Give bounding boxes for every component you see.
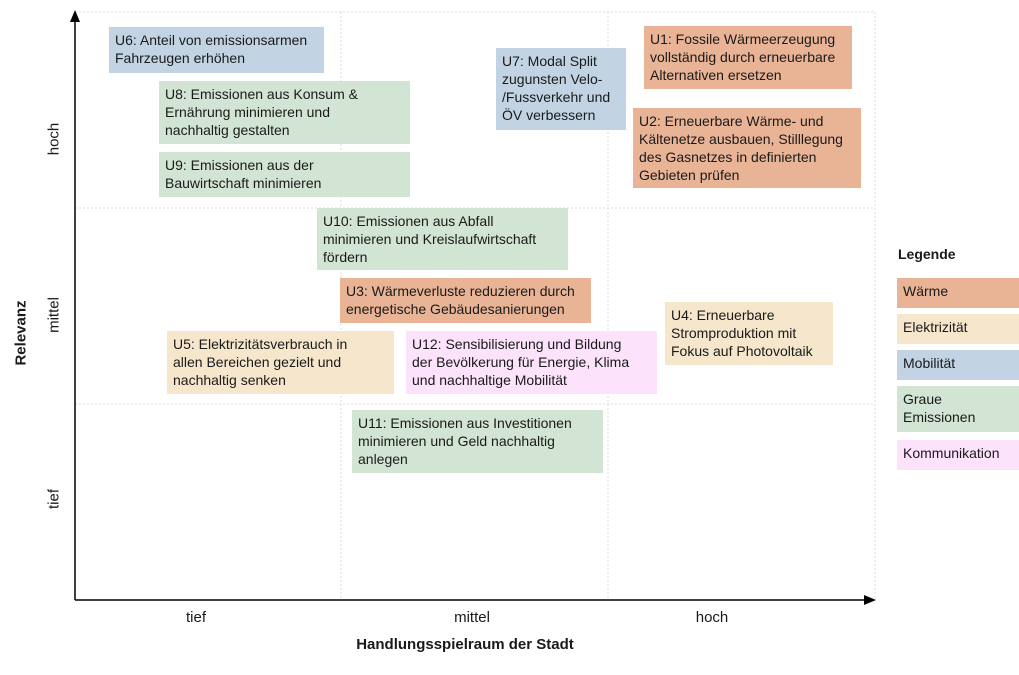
measure-box-u3: U3: Wärmeverluste reduzieren durch energetische Gebäudesanierungen xyxy=(340,278,591,323)
y-tick-label: hoch xyxy=(45,122,63,156)
x-axis-arrow xyxy=(864,595,876,605)
legend-item-elektrizitaet: Elektrizität xyxy=(897,314,1019,344)
measure-box-u6: U6: Anteil von emissionsarmen Fahrzeugen erhöhen xyxy=(109,27,324,73)
legend-item-graue-emissionen: Graue Emissionen xyxy=(897,386,1019,432)
measure-box-u2: U2: Erneuerbare Wärme- und Kältenetze ausbauen, Stilllegung des Gasnetzes in definierten Gebieten prüfen xyxy=(633,108,861,188)
measure-box-u10: U10: Emissionen aus Abfall minimieren und Kreislaufwirtschaft fördern xyxy=(317,208,568,270)
x-tick-label: tief xyxy=(185,609,207,626)
measure-box-u7: U7: Modal Split zugunsten Velo- /Fussverkehr und ÖV verbessern xyxy=(496,48,626,130)
x-tick-label: hoch xyxy=(695,609,729,626)
y-axis-arrow xyxy=(70,10,80,22)
legend-item-mobilitaet: Mobilität xyxy=(897,350,1019,380)
measure-box-u12: U12: Sensibilisierung und Bildung der Bevölkerung für Energie, Klima und nachhaltige Mobilität xyxy=(406,331,657,394)
measure-box-u11: U11: Emissionen aus Investitionen minimieren und Geld nachhaltig anlegen xyxy=(352,410,603,473)
measure-box-u8: U8: Emissionen aus Konsum & Ernährung minimieren und nachhaltig gestalten xyxy=(159,81,410,144)
measure-box-u1: U1: Fossile Wärmeerzeugung vollständig durch erneuerbare Alternativen ersetzen xyxy=(644,26,852,89)
x-tick-label: mittel xyxy=(454,609,490,626)
legend-title: Legende xyxy=(898,246,956,262)
y-tick-label: tief xyxy=(45,488,63,510)
legend-item-kommunikation: Kommunikation xyxy=(897,440,1019,470)
legend-item-waerme: Wärme xyxy=(897,278,1019,308)
measure-box-u9: U9: Emissionen aus der Bauwirtschaft minimieren xyxy=(159,152,410,197)
measure-box-u4: U4: Erneuerbare Stromproduktion mit Fokus auf Photovoltaik xyxy=(665,302,833,365)
y-axis-title: Relevanz xyxy=(12,300,30,366)
y-tick-label: mittel xyxy=(45,297,63,333)
measure-box-u5: U5: Elektrizitätsverbrauch in allen Bereichen gezielt und nachhaltig senken xyxy=(167,331,394,394)
x-axis-title: Handlungsspielraum der Stadt xyxy=(356,636,574,653)
